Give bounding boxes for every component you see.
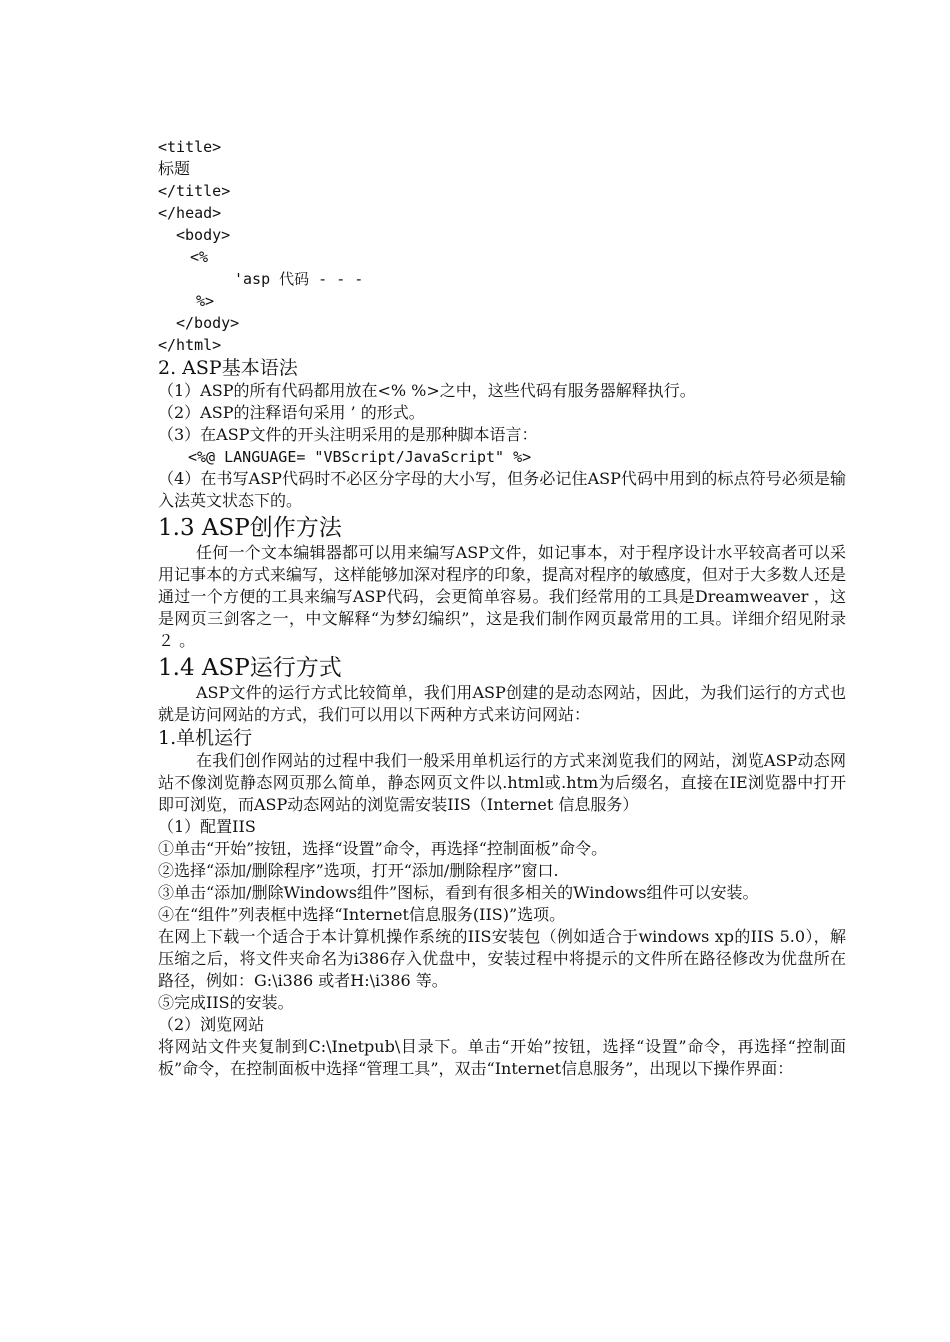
code-line-body-close: </body> [176,314,240,332]
section-heading-asp-syntax: 2. ASP基本语法 [158,357,298,379]
config-step-3: ③单击“添加/删除Windows组件”图标，看到有很多相关的Windows组件可以安装。 [158,883,759,902]
browse-site-heading: （2）浏览网站 [158,1015,265,1034]
code-line-asp-comment: 'asp 代码 - - - [234,270,364,288]
code-line-head-close: </head> [158,204,222,222]
standalone-paragraph: 在我们创作网站的过程中我们一般采用单机运行的方式来浏览我们的网站，浏览ASP动态网站不像浏览静态网页那么简单，静态网页文件以.html或.htm为后缀名，直接在IE浏览器中打开即可浏览，而ASP动态网站的浏览需安装IIS（Internet 信息服务） [158,751,846,814]
code-line-asp-close: %> [196,292,215,310]
document-content [158,136,846,1080]
code-line-title-close: </title> [158,182,231,200]
code-line-title-open: <title> [158,138,222,156]
config-step-4: ④在“组件”列表框中选择“Internet信息服务(IIS)”选项。 [158,905,566,924]
browse-site-paragraph: 将网站文件夹复制到C:\Inetpub\目录下。单击“开始”按钮，选择“设置”命令，再选择“控制面板”命令，在控制面板中选择“管理工具”，双击“Internet信息服务”，出现以下操作界面： [158,1037,846,1078]
syntax-item-2: （2）ASP的注释语句采用 ’ 的形式。 [158,403,425,422]
section-heading-1-3: 1.3 ASP创作方法 [158,515,342,541]
code-line-html-close: </html> [158,336,222,354]
code-line-asp-open: <% [190,248,209,266]
syntax-item-3: （3）在ASP文件的开头注明采用的是那种脚本语言： [158,425,538,444]
config-step-2: ②选择“添加/删除程序”选项，打开“添加/删除程序”窗口. [158,861,559,880]
syntax-language-directive: <%@ LANGUAGE= "VBScript/JavaScript" %> [188,448,532,466]
config-step-1: ①单击“开始”按钮，选择“设置”命令，再选择“控制面板”命令。 [158,839,608,858]
syntax-item-4: （4）在书写ASP代码时不必区分字母的大小写，但务必记住ASP代码中用到的标点符号必须是输入法英文状态下的。 [158,469,846,510]
syntax-item-1: （1）ASP的所有代码都用放在<% %>之中，这些代码有服务器解释执行。 [158,381,696,400]
config-download-note: 在网上下载一个适合于本计算机操作系统的IIS安装包（例如适合于windows xp的IIS 5.0），解压缩之后，将文件夹命名为i386存入优盘中，安装过程中将提示的文件所在路径修改为优盘所在路径，例如：G:\i386 或者H:\i386 等。 [158,927,846,990]
config-iis-heading: （1）配置IIS [158,817,256,836]
code-line-body-open: <body> [176,226,231,244]
section-heading-1-4: 1.4 ASP运行方式 [158,655,342,681]
section-1-3-paragraph: 任何一个文本编辑器都可以用来编写ASP文件，如记事本，对于程序设计水平较高者可以采用记事本的方式来编写，这样能够加深对程序的印象，提高对程序的敏感度，但对于大多数人还是通过一个方便的工具来编写ASP代码，会更简单容易。我们经常用的工具是Dreamweaver ，这是网页三剑客之一，中文解释“为梦幻编织”，这是我们制作网页最常用的工具。详细介绍见附录２ 。 [158,543,847,650]
code-line-title-text: 标题 [158,159,191,178]
subsection-heading-standalone: 1.单机运行 [158,727,253,749]
config-step-5: ⑤完成IIS的安装。 [158,993,294,1012]
section-1-4-paragraph: ASP文件的运行方式比较简单，我们用ASP创建的是动态网站，因此，为我们运行的方式也就是访问网站的方式，我们可以用以下两种方式来访问网站： [158,683,846,724]
